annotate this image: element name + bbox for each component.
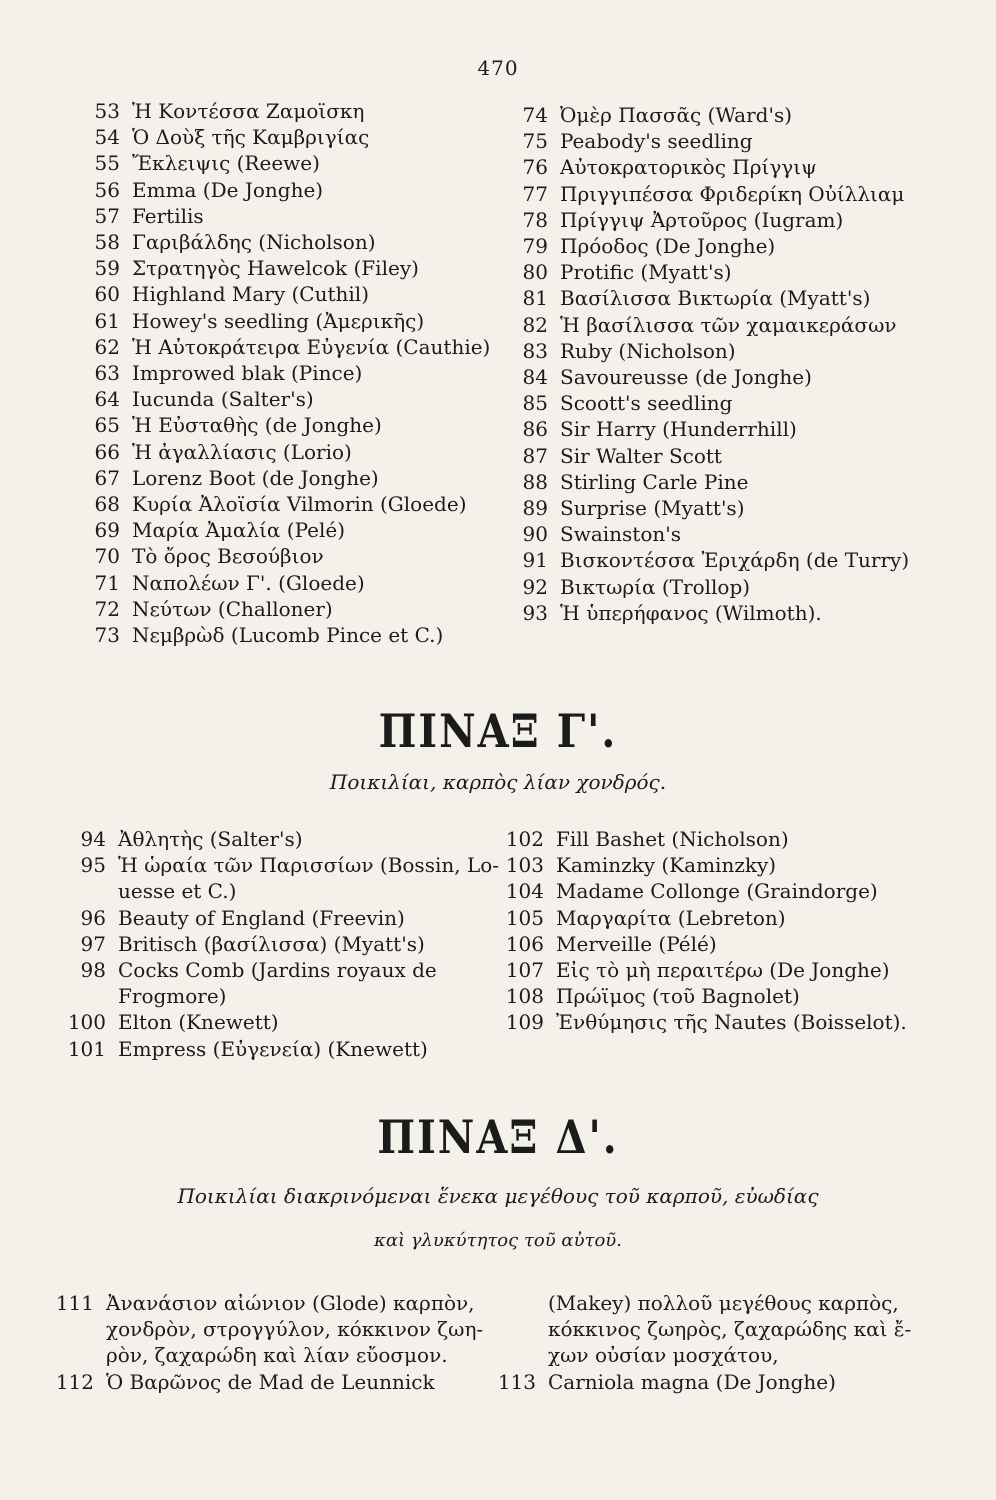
list-entry bbox=[492, 931, 907, 957]
entry-text: Iucunda (Salter's) bbox=[132, 387, 314, 412]
entry-text: Ναπολέων Γ'. (Gloede) bbox=[132, 570, 365, 595]
section-g-heading: ΠΙΝΑΞ Γ'. bbox=[378, 704, 618, 759]
entry-text: Elton (Knewett) bbox=[118, 1010, 279, 1035]
list-entry bbox=[70, 281, 490, 307]
entry-number bbox=[490, 1342, 536, 1368]
list-entry bbox=[60, 957, 499, 983]
entry-number: 59 bbox=[94, 256, 120, 281]
list-entry bbox=[490, 1316, 911, 1342]
list-entry bbox=[496, 390, 909, 416]
entry-number: 78 bbox=[522, 207, 548, 232]
list-2-right bbox=[492, 826, 907, 1036]
entry-text: Ὀμὲρ Πασσᾶς (Ward's) bbox=[560, 103, 793, 127]
entry-number: 84 bbox=[522, 365, 548, 390]
list-entry bbox=[60, 905, 499, 931]
list-entry bbox=[492, 957, 907, 983]
list-entry bbox=[496, 469, 909, 495]
list-entry bbox=[496, 521, 909, 547]
entry-text: Cocks Comb (Jardins royaux de bbox=[118, 958, 437, 983]
entry-number: 109 bbox=[505, 1010, 544, 1035]
entry-number: 73 bbox=[94, 623, 120, 648]
list-entry bbox=[496, 600, 909, 626]
entry-text: Μαργαρίτα (Lebreton) bbox=[556, 905, 786, 930]
entry-text: Νεμβρὼδ (Lucomb Pince et C.) bbox=[132, 623, 444, 648]
list-entry bbox=[496, 338, 909, 364]
list-entry bbox=[496, 207, 909, 233]
entry-text: Ἐνθύμησις τῆς Nautes (Boisselot). bbox=[556, 1010, 907, 1035]
entry-text: Britisch (βασίλισσα) (Myatt's) bbox=[118, 931, 425, 956]
entry-text: Ἡ βασίλισσα τῶν χαμαικεράσων bbox=[560, 312, 897, 337]
entry-text: Howey's seedling (Ἀμερικῆς) bbox=[132, 308, 425, 333]
entry-number: 103 bbox=[505, 853, 544, 878]
section-d-subtitle-line2: καὶ γλυκύτητος τοῦ αὐτοῦ. bbox=[374, 1230, 622, 1251]
entry-number: 55 bbox=[94, 151, 120, 176]
list-entry bbox=[48, 1316, 483, 1342]
entry-number: 63 bbox=[94, 361, 120, 386]
entry-number: 75 bbox=[522, 129, 548, 154]
entry-text: Fertilis bbox=[132, 203, 204, 228]
entry-number: 60 bbox=[94, 282, 120, 307]
list-entry bbox=[70, 255, 490, 281]
list-entry bbox=[70, 622, 490, 648]
list-2-left bbox=[60, 826, 499, 1062]
list-entry bbox=[70, 150, 490, 176]
list-3-right bbox=[490, 1290, 911, 1395]
list-entry bbox=[70, 229, 490, 255]
entry-text: Πρώϊμος (τοῦ Bagnolet) bbox=[556, 984, 800, 1009]
list-entry bbox=[492, 983, 907, 1009]
entry-number: 64 bbox=[94, 387, 120, 412]
entry-text: Πριγγιπέσσα Φριδερίκη Οὐίλλιαμ bbox=[560, 181, 905, 206]
entry-number: 68 bbox=[94, 492, 120, 517]
list-entry bbox=[70, 465, 490, 491]
list-entry bbox=[60, 1009, 499, 1035]
entry-number: 96 bbox=[80, 905, 106, 930]
entry-number: 69 bbox=[94, 518, 120, 543]
entry-number: 81 bbox=[522, 286, 548, 311]
list-entry bbox=[490, 1342, 911, 1368]
list-entry bbox=[492, 905, 907, 931]
entry-text: Carniola magna (De Jonghe) bbox=[548, 1369, 836, 1394]
entry-text: χων οὐσίαν μοσχάτου, bbox=[548, 1343, 779, 1368]
list-entry bbox=[492, 852, 907, 878]
entry-text: Savoureusse (de Jonghe) bbox=[560, 365, 812, 390]
entry-number: 88 bbox=[522, 469, 548, 494]
list-entry bbox=[60, 878, 499, 904]
list-entry bbox=[496, 181, 909, 207]
entry-text: χονδρὸν, στρογγύλον, κόκκινον ζωη- bbox=[106, 1317, 484, 1342]
entry-number: 104 bbox=[505, 879, 544, 904]
list-entry bbox=[496, 574, 909, 600]
entry-number: 102 bbox=[505, 827, 544, 851]
entry-text: Empress (Εὐγενεία) (Knewett) bbox=[118, 1036, 428, 1061]
entry-text: Ἡ Κοντέσσα Ζαμοϊσκη bbox=[132, 99, 365, 123]
entry-number: 95 bbox=[80, 853, 106, 878]
list-entry bbox=[48, 1369, 483, 1395]
list-entry bbox=[496, 364, 909, 390]
entry-number: 94 bbox=[80, 827, 106, 851]
entry-text: Beauty of England (Freevin) bbox=[118, 905, 405, 930]
entry-number: 71 bbox=[94, 570, 120, 595]
list-entry bbox=[70, 491, 490, 517]
entry-number: 74 bbox=[522, 103, 548, 127]
entry-number: 83 bbox=[522, 338, 548, 363]
entry-number: 86 bbox=[522, 417, 548, 442]
entry-number: 58 bbox=[94, 230, 120, 255]
entry-text: Surprise (Myatt's) bbox=[560, 496, 745, 521]
entry-text: Frogmore) bbox=[118, 984, 227, 1009]
entry-text: Lorenz Boot (de Jonghe) bbox=[132, 465, 379, 490]
entry-text: Swainston's bbox=[560, 522, 682, 547]
entry-text: Βισκοντέσσα Ἐριχάρδη (de Turry) bbox=[560, 548, 910, 573]
entry-text: Βικτωρία (Trollop) bbox=[560, 574, 751, 599]
list-3-left bbox=[48, 1290, 483, 1395]
entry-text: ρὸν, ζαχαρώδη καὶ λίαν εὔοσμον. bbox=[106, 1343, 448, 1368]
entry-number bbox=[490, 1316, 536, 1342]
entry-number: 112 bbox=[55, 1369, 94, 1394]
entry-text: Sir Walter Scott bbox=[560, 443, 722, 468]
entry-number: 62 bbox=[94, 334, 120, 359]
entry-text: Highland Mary (Cuthil) bbox=[132, 282, 370, 307]
entry-text: Improwed blak (Pince) bbox=[132, 361, 363, 386]
page-number: 470 bbox=[477, 56, 519, 80]
entry-number: 107 bbox=[505, 958, 544, 983]
list-1-left bbox=[70, 98, 490, 648]
entry-number: 77 bbox=[522, 181, 548, 206]
entry-number bbox=[60, 878, 106, 904]
entry-text: Μαρία Ἀμαλία (Pelé) bbox=[132, 518, 346, 543]
entry-number: 101 bbox=[67, 1036, 106, 1061]
entry-number: 91 bbox=[522, 548, 548, 573]
entry-number: 67 bbox=[94, 465, 120, 490]
list-entry bbox=[70, 308, 490, 334]
entry-text: Ἡ Αὐτοκράτειρα Εὐγενία (Cauthie) bbox=[132, 334, 491, 359]
list-entry bbox=[60, 852, 499, 878]
list-entry bbox=[70, 439, 490, 465]
entry-text: Τὸ ὄρος Βεσούβιον bbox=[132, 544, 324, 569]
entry-text: Πρίγγιψ Ἀρτοῦρος (Iugram) bbox=[560, 207, 844, 232]
entry-number: 108 bbox=[505, 984, 544, 1009]
list-entry bbox=[490, 1369, 911, 1395]
entry-text: Madame Collonge (Graindorge) bbox=[556, 879, 878, 904]
section-g-subtitle: Ποικιλίαι, καρπὸς λίαν χονδρός. bbox=[329, 770, 667, 794]
entry-number: 106 bbox=[505, 931, 544, 956]
list-entry bbox=[70, 360, 490, 386]
list-entry bbox=[70, 412, 490, 438]
entry-text: Ἡ ὡραία τῶν Παρισσίων (Bossin, Lo- bbox=[118, 853, 500, 878]
entry-number: 100 bbox=[67, 1010, 106, 1035]
list-entry bbox=[492, 878, 907, 904]
entry-text: Ἔκλειψις (Reewe) bbox=[132, 151, 320, 176]
entry-text: Στρατηγὸς Hawelcok (Filey) bbox=[132, 256, 419, 281]
entry-text: Sir Harry (Hunderrhill) bbox=[560, 417, 797, 442]
section-d-subtitle-line1: Ποικιλίαι διακρινόμεναι ἕνεκα μεγέθους τοῦ καρποῦ, εὐωδίας bbox=[177, 1184, 819, 1208]
list-entry bbox=[60, 983, 499, 1009]
list-entry bbox=[60, 1036, 499, 1062]
entry-number: 61 bbox=[94, 308, 120, 333]
entry-text: Νεύτων (Challoner) bbox=[132, 596, 333, 621]
list-entry bbox=[496, 154, 909, 180]
entry-number: 53 bbox=[94, 99, 120, 123]
entry-number: 66 bbox=[94, 439, 120, 464]
list-entry bbox=[492, 1009, 907, 1035]
entry-text: Ὁ Δοὺξ τῆς Καμβριγίας bbox=[132, 125, 370, 150]
entry-number: 80 bbox=[522, 260, 548, 285]
list-entry bbox=[48, 1290, 483, 1316]
list-entry bbox=[70, 203, 490, 229]
entry-number: 92 bbox=[522, 574, 548, 599]
entry-number: 105 bbox=[505, 905, 544, 930]
list-entry bbox=[490, 1290, 911, 1316]
entry-text: Αὐτοκρατορικὸς Πρίγγιψ bbox=[560, 155, 817, 180]
list-entry bbox=[496, 443, 909, 469]
entry-number bbox=[60, 983, 106, 1009]
entry-number: 90 bbox=[522, 522, 548, 547]
list-entry bbox=[496, 285, 909, 311]
entry-number: 54 bbox=[94, 125, 120, 150]
entry-text: Scoott's seedling bbox=[560, 391, 733, 416]
entry-text: Stirling Carle Pine bbox=[560, 469, 749, 494]
entry-number: 57 bbox=[94, 203, 120, 228]
entry-text: Ruby (Nicholson) bbox=[560, 338, 736, 363]
list-entry bbox=[70, 98, 490, 124]
entry-text: Εἰς τὸ μὴ περαιτέρω (De Jonghe) bbox=[556, 958, 890, 983]
entry-text: Ἀθλητὴς (Salter's) bbox=[118, 827, 303, 851]
entry-number: 79 bbox=[522, 234, 548, 259]
list-entry bbox=[70, 124, 490, 150]
entry-text: Ἡ Εὐσταθὴς (de Jonghe) bbox=[132, 413, 382, 438]
entry-text: Βασίλισσα Βικτωρία (Myatt's) bbox=[560, 286, 871, 311]
list-entry bbox=[70, 543, 490, 569]
entry-text: Ἡ ὑπερήφανος (Wilmoth). bbox=[560, 600, 822, 625]
entry-number bbox=[48, 1342, 94, 1368]
list-entry bbox=[48, 1342, 483, 1368]
entry-number: 85 bbox=[522, 391, 548, 416]
entry-text: Fill Bashet (Nicholson) bbox=[556, 827, 789, 851]
list-1-right bbox=[496, 102, 909, 626]
list-entry bbox=[496, 128, 909, 154]
entry-number bbox=[490, 1290, 536, 1316]
entry-number: 98 bbox=[80, 958, 106, 983]
list-entry bbox=[496, 233, 909, 259]
entry-text: Πρόοδος (De Jonghe) bbox=[560, 234, 776, 259]
list-entry bbox=[496, 312, 909, 338]
section-d-heading: ΠΙΝΑΞ Δ'. bbox=[377, 1110, 619, 1165]
list-entry bbox=[70, 386, 490, 412]
entry-text: Protific (Myatt's) bbox=[560, 260, 732, 285]
list-entry bbox=[496, 416, 909, 442]
list-entry bbox=[496, 259, 909, 285]
entry-text: Emma (De Jonghe) bbox=[132, 177, 324, 202]
entry-number: 113 bbox=[497, 1369, 536, 1394]
entry-text: uesse et C.) bbox=[118, 879, 237, 904]
entry-number: 70 bbox=[94, 544, 120, 569]
entry-number: 76 bbox=[522, 155, 548, 180]
entry-number: 82 bbox=[522, 312, 548, 337]
list-entry bbox=[70, 596, 490, 622]
entry-text: Ἡ ἀγαλλίασις (Lorio) bbox=[132, 439, 352, 464]
list-entry bbox=[496, 495, 909, 521]
entry-number: 89 bbox=[522, 496, 548, 521]
entry-number: 111 bbox=[55, 1291, 94, 1315]
list-entry bbox=[70, 177, 490, 203]
list-entry bbox=[492, 826, 907, 852]
entry-text: Ὁ Βαρῶνος de Mad de Leunnick bbox=[106, 1369, 435, 1394]
entry-number: 72 bbox=[94, 596, 120, 621]
list-entry bbox=[70, 334, 490, 360]
list-entry bbox=[70, 570, 490, 596]
list-entry bbox=[496, 102, 909, 128]
entry-text: Kaminzky (Kaminzky) bbox=[556, 853, 777, 878]
list-entry bbox=[60, 931, 499, 957]
entry-text: (Makey) πολλοῦ μεγέθους καρπὸς, bbox=[548, 1291, 899, 1315]
entry-text: κόκκινος ζωηρὸς, ζαχαρώδης καὶ ἔ- bbox=[548, 1317, 912, 1342]
entry-number: 65 bbox=[94, 413, 120, 438]
list-entry bbox=[70, 517, 490, 543]
list-entry bbox=[496, 547, 909, 573]
entry-text: Γαριβάλδης (Nicholson) bbox=[132, 230, 376, 255]
entry-number: 87 bbox=[522, 443, 548, 468]
entry-text: Ἀνανάσιον αἰώνιον (Glode) καρπὸν, bbox=[106, 1291, 475, 1315]
entry-number: 97 bbox=[80, 931, 106, 956]
entry-text: Merveille (Pélé) bbox=[556, 931, 717, 956]
entry-number: 56 bbox=[94, 177, 120, 202]
entry-number: 93 bbox=[522, 600, 548, 625]
list-entry bbox=[60, 826, 499, 852]
entry-number bbox=[48, 1316, 94, 1342]
entry-text: Peabody's seedling bbox=[560, 129, 753, 154]
entry-text: Κυρία Ἀλοϊσία Vilmorin (Gloede) bbox=[132, 492, 467, 517]
